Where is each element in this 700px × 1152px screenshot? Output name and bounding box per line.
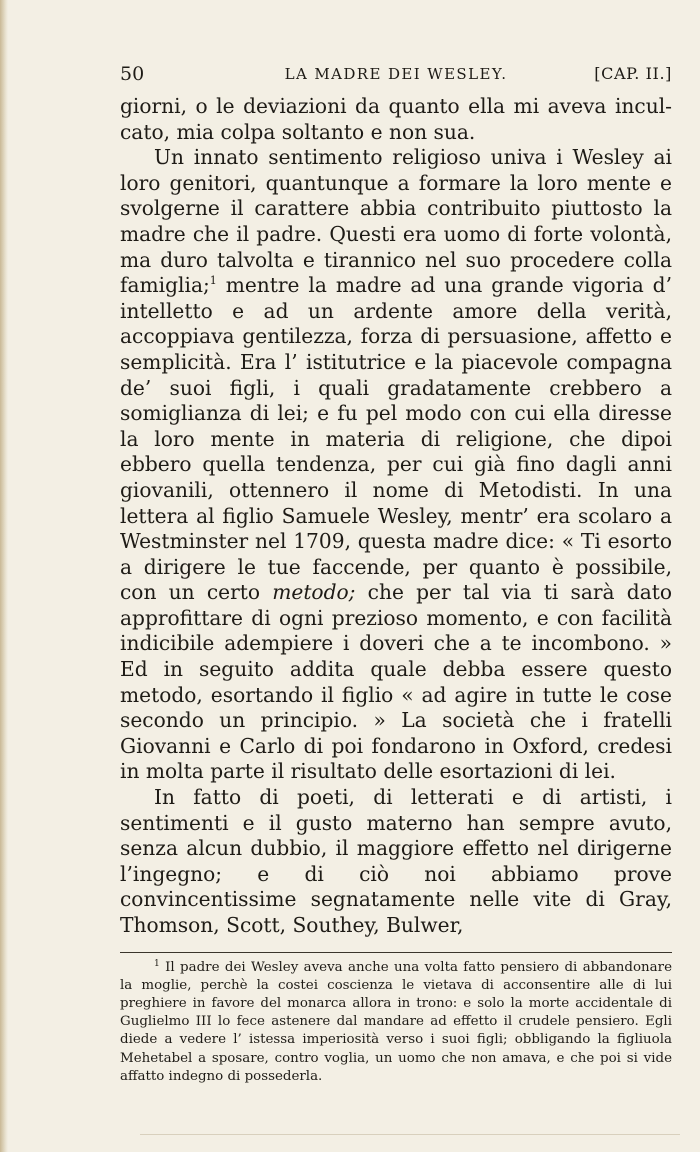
running-title: LA MADRE DEI WESLEY. [284,65,508,83]
chapter-label: [CAP. II.] [594,64,672,83]
footnote-divider [120,952,672,953]
paragraph-text: Un innato sentimento religioso univa i Wesley ai loro genitori, quantunque a formare la loro mente e svolgerne il carattere abbia contribuito piuttosto la madre che il padre. Questi era uomo di forte volontà, ma duro talvolta e tirannico nel suo procedere colla famiglia; [120,145,672,298]
paragraph-text: che per tal via ti sarà dato approfittare di ogni prezioso momento, e con facilità indicibile adempiere i doveri che a te incombono. » Ed in seguito addita quale debba essere questo metodo, esortando il figlio « ad agire in tutte le cose secondo un principio. » La società che i fratelli Giovanni e Carlo di poi fondarono in Oxford, credesi in molta parte il risultato delle esortazioni di lei. [120,580,672,784]
footnote-text: Il padre dei Wesley aveva anche una volta fatto pensiero di abbandonare la moglie, perchè la costei coscienza le vietava di acconsentire alle di lui preghiere in favore del monarca allora in trono: e solo la morte accidentale di Guglielmo III lo fece astenere dal mandare ad effetto il crudele pensiero. Egli diede a vedere l’ istessa imperiosità verso i suoi figli; obbligando la figliuola Mehetabel a sposare, contro voglia, un uomo che non amava, e che poi si vide affatto indegno di possederla. [120,959,672,1084]
footnote-mark: 1 [154,958,160,969]
paragraph-poets-artists: In fatto di poeti, di letterati e di artisti, i sentimenti e il gusto materno han sempre avuto, senza alcun dubbio, il maggiore effetto nel dirigerne l’ingegno; e di ciò noi abbiamo prove convincentissime segnatamente nelle vite di Gray, Thomson, Scott, Southey, Bulwer, [120,785,672,937]
paragraph-wesley-upbringing [120,145,672,785]
footnote [120,959,672,1086]
page-header [120,60,672,88]
body-text [120,94,672,939]
page-number: 50 [120,63,145,85]
footnote-reference: 1 [209,274,217,288]
page-binding-edge [0,0,8,1152]
paragraph-text: mentre la madre ad una grande vigoria d’ intelletto e ad un ardente amore della verità, accoppiava gentilezza, forza di persuasione, affetto e semplicità. Era l’ istitutrice e la piacevole compagna de’ suoi figli, i quali gradatamente crebbero a somiglianza di lei; e fu pel modo con cui ella diresse la loro mente in materia di religione, che dipoi ebbero quella tendenza, per cui già fino dagli anni giovanili, ottennero il nome di Metodisti. In una lettera al figlio Samuele Wesley, mentr’ era scolaro a Westminster nel 1709, questa madre dice: « Ti esorto a dirigere le tue faccende, per quanto è possibile, con un certo [120,273,672,605]
italic-term: metodo; [272,580,356,605]
paragraph-continuation: giorni, o le deviazioni da quanto ella mi aveva inculcato, mia colpa soltanto e non sua. [120,94,672,144]
page-bottom-line [140,1134,680,1135]
book-page [120,60,672,1086]
